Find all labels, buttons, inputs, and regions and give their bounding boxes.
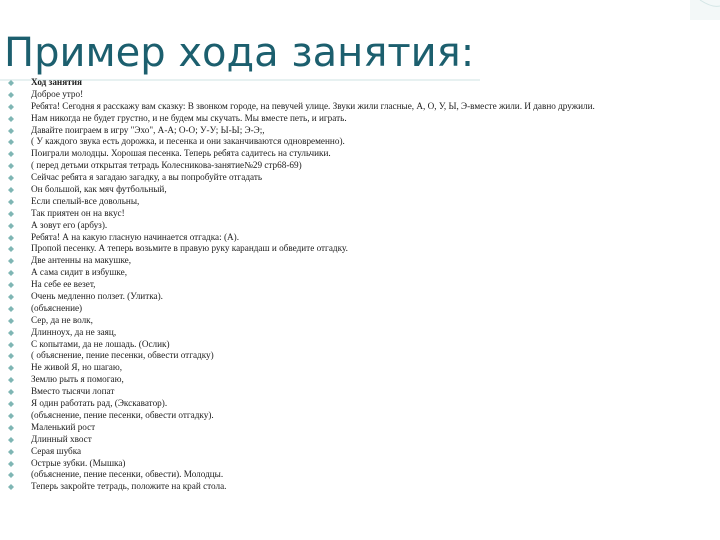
list-item-text: Пропой песенку. А теперь возьмите в правую руку карандаш и обведите отгадку. (31, 243, 348, 254)
list-item (8, 267, 716, 279)
list-item-text: (объяснение, пение песенки, обвести). Молодцы. (31, 469, 224, 480)
list-item (8, 291, 716, 303)
list-item-text: Ребята! Сегодня я расскажу вам сказку: В звонком городе, на певучей улице. Звуки жили гласные, А, О, У, Ы, Э-вместе жили. И давно дружили. (31, 100, 595, 111)
list-item-text: Серая шубка (31, 445, 82, 456)
diamond-bullet-icon (8, 282, 14, 288)
list-item-text: Если спелый-все довольны, (31, 195, 140, 206)
list-item-text: Поиграли молодцы. Хорошая песенка. Теперь ребята садитесь на стульчики. (31, 148, 331, 159)
list-item (8, 113, 716, 125)
diamond-bullet-icon (8, 389, 14, 395)
list-item-text: На себе ее везет, (31, 279, 96, 290)
list-item (8, 362, 716, 374)
list-item-text: Очень медленно ползет. (Улитка). (31, 291, 163, 302)
diamond-bullet-icon (8, 139, 14, 145)
list-item (8, 77, 716, 89)
diamond-bullet-icon (8, 163, 14, 169)
diamond-bullet-icon (8, 461, 14, 467)
diamond-bullet-icon (8, 235, 14, 241)
diamond-bullet-icon (8, 294, 14, 300)
list-item-text: С копытами, да не лошадь. (Ослик) (31, 338, 170, 349)
list-item (8, 148, 716, 160)
list-item-text: ( перед детьми открытая тетрадь Колесникова-занятие№29 стр68-69) (31, 160, 302, 171)
list-item (8, 89, 716, 101)
list-item (8, 208, 716, 220)
list-item (8, 469, 716, 481)
list-item-text: Маленький рост (31, 421, 96, 432)
list-item-text: Ход занятия (31, 77, 82, 87)
diamond-bullet-icon (8, 449, 14, 455)
list-item-text: Землю рыть я помогаю, (31, 374, 124, 385)
list-item-text: Длинноух, да не заяц, (31, 326, 117, 337)
list-item-text: Доброе утро! (31, 88, 84, 99)
diamond-bullet-icon (8, 270, 14, 276)
list-item (8, 481, 716, 493)
diamond-bullet-icon (8, 116, 14, 122)
diamond-bullet-icon (8, 401, 14, 407)
list-item (8, 327, 716, 339)
diamond-bullet-icon (8, 258, 14, 264)
list-item-text: (объяснение, пение песенки, обвести отгадку). (31, 409, 214, 420)
diamond-bullet-icon (8, 246, 14, 252)
diamond-bullet-icon (8, 151, 14, 157)
list-item (8, 374, 716, 386)
list-item (8, 339, 716, 351)
list-item (8, 243, 716, 255)
list-item-text: Вместо тысячи лопат (31, 386, 115, 397)
list-item-text: Не живой Я, но шагаю, (31, 362, 123, 373)
diamond-bullet-icon (8, 223, 14, 229)
list-item-text: Ребята! А на какую гласную начинается отгадка: (А). (31, 231, 239, 242)
lesson-steps-list (8, 77, 716, 493)
list-item (8, 101, 716, 113)
list-item-text: Две антенны на макушке, (31, 255, 132, 266)
diamond-bullet-icon (8, 80, 14, 86)
list-item (8, 172, 716, 184)
list-item (8, 232, 716, 244)
list-item-text: ( объяснение, пение песенки, обвести отгадку) (31, 350, 214, 361)
list-item (8, 446, 716, 458)
list-item-text: Длинный хвост (31, 433, 92, 444)
list-item (8, 279, 716, 291)
list-item-text: Я один работать рад, (Экскаватор). (31, 398, 168, 409)
list-item (8, 458, 716, 470)
diamond-bullet-icon (8, 199, 14, 205)
list-item (8, 255, 716, 267)
list-item-text: А зовут его (арбуз). (31, 219, 108, 230)
list-item-text: Теперь закройте тетрадь, положите на край стола. (31, 481, 227, 492)
list-item-text: Сейчас ребята я загадаю загадку, а вы попробуйте отгадать (31, 172, 263, 183)
list-item (8, 125, 716, 137)
list-item (8, 136, 716, 148)
diamond-bullet-icon (8, 306, 14, 312)
slide-title: Пример хода занятия: (4, 30, 475, 76)
diamond-bullet-icon (8, 377, 14, 383)
diamond-bullet-icon (8, 342, 14, 348)
list-item (8, 220, 716, 232)
list-item-text: Он большой, как мяч футбольный, (31, 184, 167, 195)
list-item-text: ( У каждого звука есть дорожка, и песенка и они заканчиваются одновременно). (31, 136, 345, 147)
diamond-bullet-icon (8, 318, 14, 324)
list-item (8, 303, 716, 315)
diamond-bullet-icon (8, 92, 14, 98)
diamond-bullet-icon (8, 425, 14, 431)
diamond-bullet-icon (8, 175, 14, 181)
list-item (8, 184, 716, 196)
list-item-text: Так приятен он на вкус! (31, 207, 125, 218)
diamond-bullet-icon (8, 104, 14, 110)
list-item-text: (объяснение) (31, 302, 83, 313)
list-item (8, 315, 716, 327)
list-item-text: Сер, да не волк, (31, 314, 93, 325)
list-item (8, 386, 716, 398)
list-item (8, 434, 716, 446)
list-item-text: Давайте поиграем в игру "Эхо", А-А; О-О; У-У; Ы-Ы; Э-Э;, (31, 124, 265, 135)
diamond-bullet-icon (8, 484, 14, 490)
diamond-bullet-icon (8, 413, 14, 419)
list-item-text: А сама сидит в избушке, (31, 267, 128, 278)
diamond-bullet-icon (8, 187, 14, 193)
diamond-bullet-icon (8, 472, 14, 478)
diamond-bullet-icon (8, 437, 14, 443)
list-item (8, 398, 716, 410)
diamond-bullet-icon (8, 365, 14, 371)
list-item-text: Острые зубки. (Мышка) (31, 457, 126, 468)
list-item-text: Нам никогда не будет грустно, и не будем мы скучать. Мы вместе петь, и играть. (31, 112, 347, 123)
diamond-bullet-icon (8, 353, 14, 359)
list-item (8, 196, 716, 208)
list-item (8, 410, 716, 422)
diamond-bullet-icon (8, 211, 14, 217)
list-item (8, 422, 716, 434)
list-item (8, 160, 716, 172)
diamond-bullet-icon (8, 128, 14, 134)
list-item (8, 350, 716, 362)
diamond-bullet-icon (8, 330, 14, 336)
